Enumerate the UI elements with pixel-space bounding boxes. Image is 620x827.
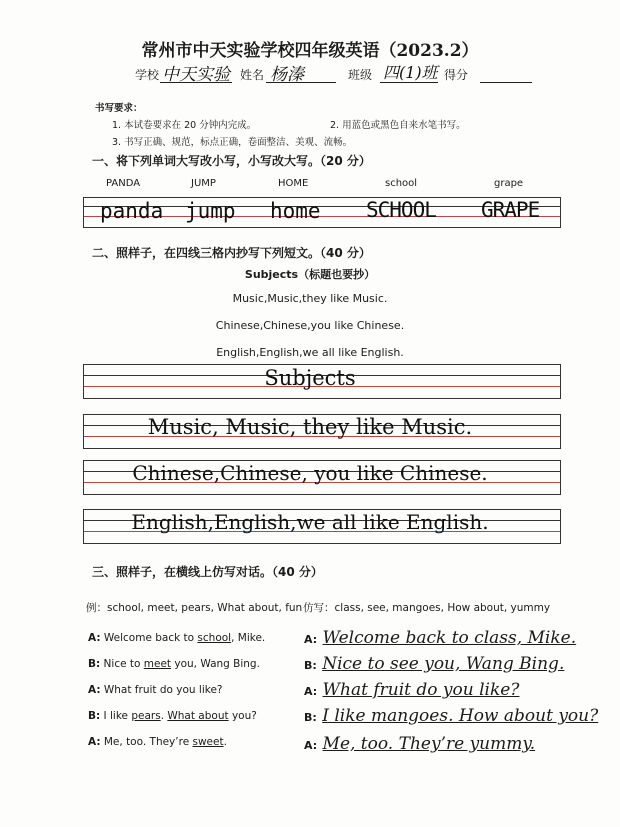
imitate-line	[303, 600, 550, 615]
imitate-words: class, see, mangoes, How about, yummy	[334, 602, 551, 614]
requirement-3: 3. 书写正确、规范，标点正确，卷面整洁、美观、流畅。	[112, 137, 353, 148]
handwritten-line-2: Music, Music, they like Music.	[147, 415, 473, 439]
answer-dialogue-3: A: What fruit do you like?	[304, 680, 520, 700]
answer-jump: jump	[185, 199, 236, 223]
answer-dialogue-1: A: Welcome back to class, Mike.	[304, 628, 577, 648]
answer-dialogue-2: B: Nice to see you, Wang Bing.	[304, 654, 565, 674]
name-underline	[266, 82, 336, 83]
answer-dialogue-5: A: Me, too. They’re yummy.	[304, 734, 536, 754]
model-dialogue-5: A: Me, too. They’re sweet.	[88, 736, 227, 748]
example-words: school, meet, pears, What about, fun	[107, 602, 303, 614]
example-line	[86, 600, 302, 615]
word-school: school	[385, 178, 418, 189]
section2-heading: 二、照样子，在四线三格内抄写下列短文。（40 分）	[92, 246, 371, 260]
handwritten-line-1: Subjects	[264, 366, 356, 390]
school-value: 中天实验	[162, 65, 230, 85]
model-line-1: Music,Music,they like Music.	[232, 292, 388, 305]
example-label: 例：	[86, 602, 107, 614]
page-title: 常州市中天实验学校四年级英语（2023.2）	[141, 41, 479, 61]
model-line-3: English,English,we all like English.	[216, 346, 404, 359]
section1-heading: 一、将下列单词大写改小写，小写改大写。（20 分）	[92, 154, 371, 168]
answer-school: SCHOOL	[366, 198, 436, 222]
model-line-2: Chinese,Chinese,you like Chinese.	[215, 319, 405, 332]
score-label: 得分	[444, 68, 469, 82]
requirement-2: 2. 用蓝色或黑色自来水笔书写。	[330, 120, 466, 131]
section2-subtitle: Subjects（标题也要抄）	[244, 268, 376, 281]
model-dialogue-1: A: Welcome back to school, Mike.	[88, 632, 266, 644]
word-grape: grape	[494, 178, 524, 189]
word-jump: JUMP	[191, 178, 216, 189]
answer-home: home	[270, 199, 321, 223]
handwritten-line-4: English,English,we all like English.	[131, 510, 489, 534]
answer-panda: panda	[100, 199, 164, 223]
word-panda: PANDA	[106, 178, 141, 189]
model-dialogue-4: B: I like pears. What about you?	[88, 710, 257, 722]
requirements-heading: 书写要求：	[95, 103, 143, 114]
class-underline	[380, 82, 438, 83]
score-underline[interactable]	[480, 82, 532, 83]
model-dialogue-2: B: Nice to meet you, Wang Bing.	[88, 658, 260, 670]
school-underline	[160, 82, 232, 83]
requirement-1: 1. 本试卷要求在 20 分钟内完成。	[112, 120, 257, 131]
word-home: HOME	[278, 178, 309, 189]
imitate-label: 仿写：	[303, 602, 335, 614]
handwritten-line-3: Chinese,Chinese, you like Chinese.	[132, 461, 488, 485]
answer-dialogue-4: B: I like mangoes. How about you?	[304, 706, 599, 726]
school-label: 学校	[135, 68, 160, 82]
name-value: 杨溱	[270, 65, 304, 85]
class-label: 班级	[348, 68, 373, 82]
section3-heading: 三、照样子，在横线上仿写对话。（40 分）	[92, 565, 323, 579]
answer-grape: GRAPE	[481, 198, 540, 222]
name-label: 姓名	[240, 68, 265, 82]
class-value: 四(1)班	[383, 63, 438, 82]
model-dialogue-3: A: What fruit do you like?	[88, 684, 223, 696]
